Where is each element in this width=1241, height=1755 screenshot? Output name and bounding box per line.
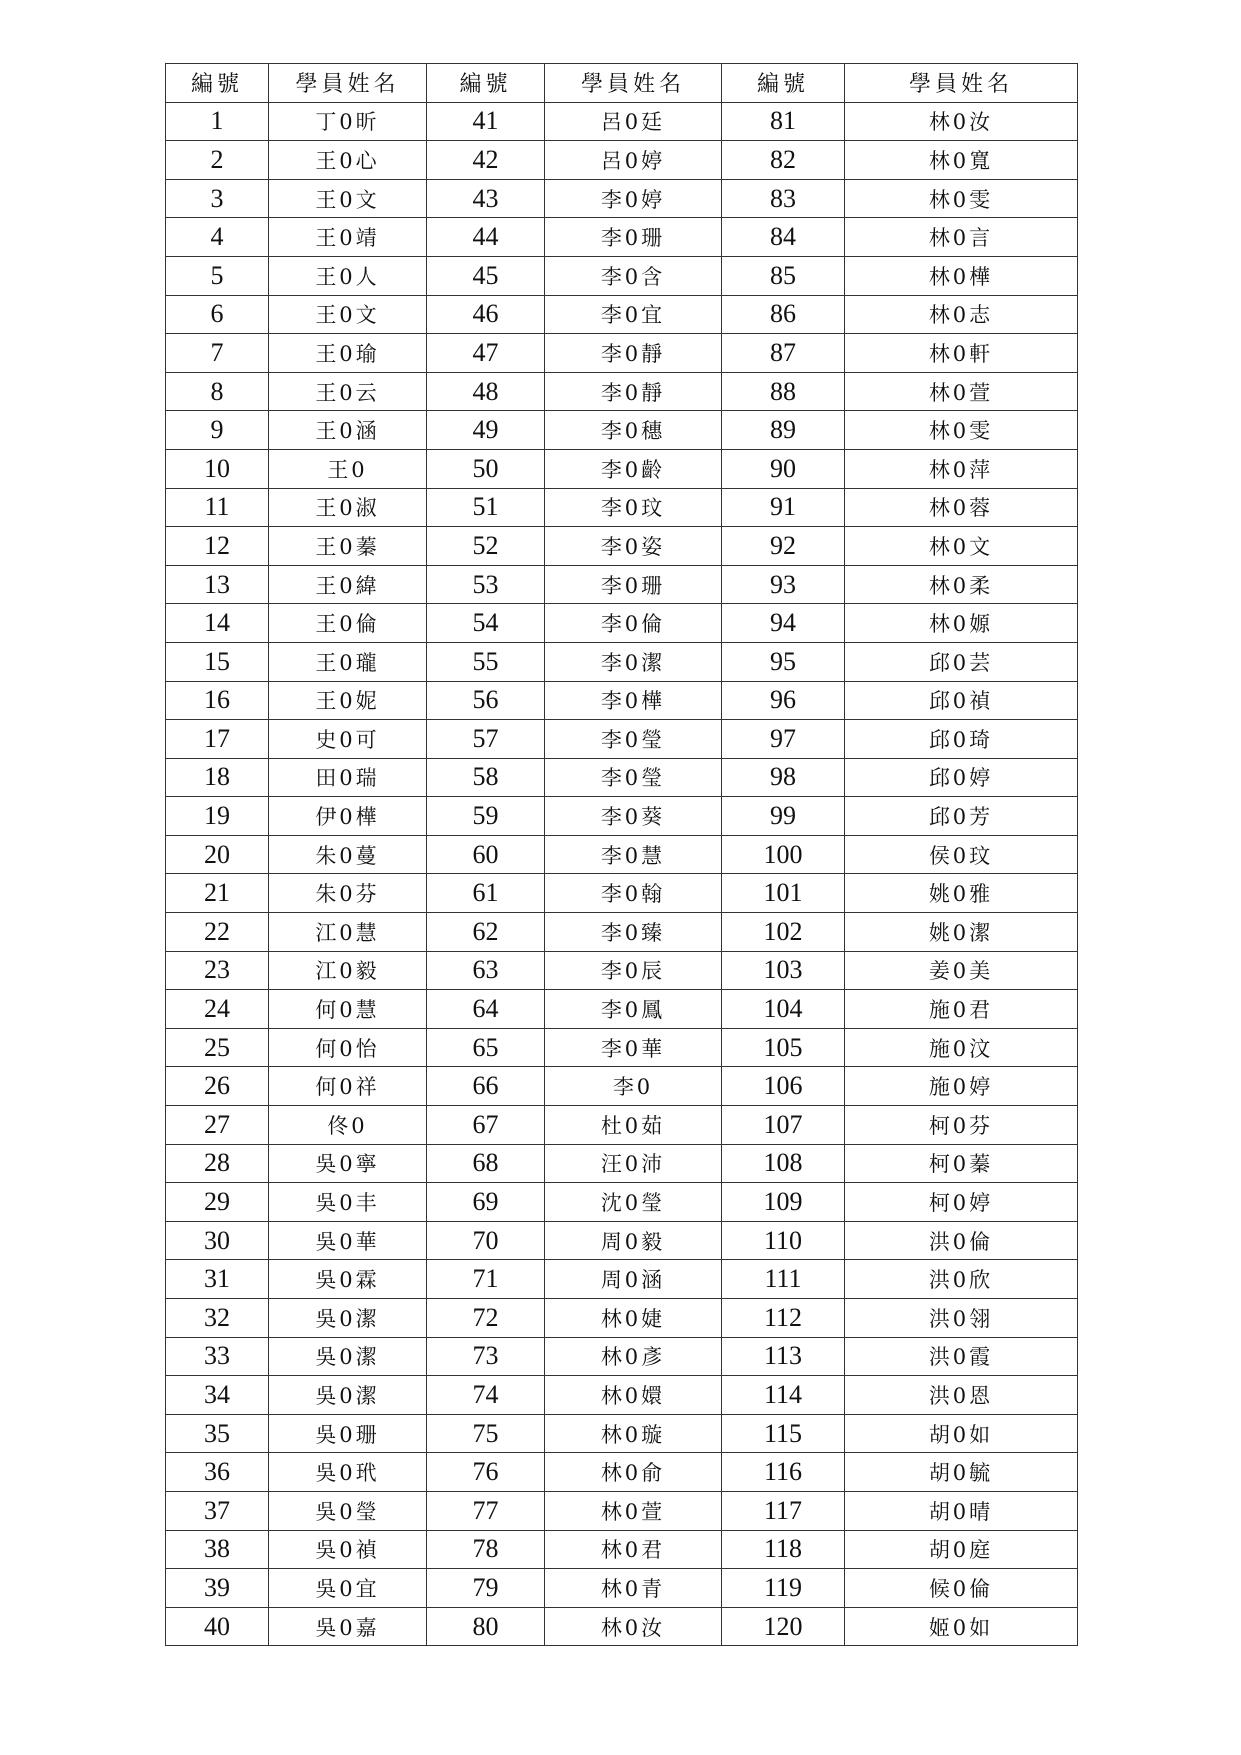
student-name-cell: 施0汶 [845, 1028, 1078, 1067]
student-name-cell: 王0靖 [269, 218, 427, 257]
student-number-cell: 2 [166, 141, 269, 180]
table-row [166, 797, 1078, 836]
table-row [166, 604, 1078, 643]
student-number-cell: 79 [427, 1569, 545, 1608]
student-name-cell: 洪0欣 [845, 1260, 1078, 1299]
student-number-cell: 106 [722, 1067, 845, 1106]
table-row [166, 1299, 1078, 1338]
student-name-cell: 施0君 [845, 990, 1078, 1029]
student-number-cell: 65 [427, 1028, 545, 1067]
student-name-cell: 林0君 [545, 1530, 722, 1569]
table-row [166, 179, 1078, 218]
student-number-cell: 26 [166, 1067, 269, 1106]
student-name-cell: 呂0婷 [545, 141, 722, 180]
student-number-cell: 44 [427, 218, 545, 257]
table-row [166, 411, 1078, 450]
student-name-cell: 王0淑 [269, 488, 427, 527]
student-number-cell: 4 [166, 218, 269, 257]
student-name-cell: 李0 [545, 1067, 722, 1106]
student-number-cell: 108 [722, 1144, 845, 1183]
student-name-cell: 施0婷 [845, 1067, 1078, 1106]
table-row [166, 835, 1078, 874]
student-name-cell: 王0文 [269, 179, 427, 218]
student-number-cell: 24 [166, 990, 269, 1029]
table-row [166, 1144, 1078, 1183]
table-row [166, 1028, 1078, 1067]
student-number-cell: 1 [166, 102, 269, 141]
student-number-cell: 36 [166, 1453, 269, 1492]
student-name-cell: 吳0宜 [269, 1569, 427, 1608]
student-name-cell: 林0雯 [845, 179, 1078, 218]
student-name-cell: 林0萱 [845, 372, 1078, 411]
table-row [166, 1260, 1078, 1299]
table-row [166, 913, 1078, 952]
student-number-cell: 110 [722, 1221, 845, 1260]
student-name-cell: 李0華 [545, 1028, 722, 1067]
table-row [166, 1376, 1078, 1415]
student-number-cell: 27 [166, 1106, 269, 1145]
student-name-cell: 呂0廷 [545, 102, 722, 141]
student-name-cell: 沈0瑩 [545, 1183, 722, 1222]
student-name-cell: 李0婷 [545, 179, 722, 218]
student-name-cell: 王0人 [269, 256, 427, 295]
student-number-cell: 53 [427, 565, 545, 604]
student-number-cell: 59 [427, 797, 545, 836]
student-name-cell: 李0瑩 [545, 758, 722, 797]
student-name-cell: 林0寬 [845, 141, 1078, 180]
student-number-cell: 51 [427, 488, 545, 527]
student-number-cell: 109 [722, 1183, 845, 1222]
student-name-cell: 李0瑩 [545, 720, 722, 759]
student-name-cell: 林0言 [845, 218, 1078, 257]
student-number-cell: 25 [166, 1028, 269, 1067]
student-name-cell: 江0慧 [269, 913, 427, 952]
student-name-cell: 李0辰 [545, 951, 722, 990]
student-number-cell: 58 [427, 758, 545, 797]
student-number-cell: 49 [427, 411, 545, 450]
student-number-cell: 89 [722, 411, 845, 450]
student-number-cell: 12 [166, 527, 269, 566]
student-number-cell: 97 [722, 720, 845, 759]
student-number-cell: 48 [427, 372, 545, 411]
student-number-cell: 74 [427, 1376, 545, 1415]
student-name-cell: 李0齡 [545, 449, 722, 488]
header-number: 編號 [722, 64, 845, 103]
student-name-cell: 侯0玟 [845, 835, 1078, 874]
student-number-cell: 80 [427, 1607, 545, 1646]
student-name-cell: 周0涵 [545, 1260, 722, 1299]
student-name-cell: 林0軒 [845, 334, 1078, 373]
student-name-cell: 杜0茹 [545, 1106, 722, 1145]
student-number-cell: 23 [166, 951, 269, 990]
student-number-cell: 101 [722, 874, 845, 913]
student-number-cell: 19 [166, 797, 269, 836]
student-name-cell: 林0志 [845, 295, 1078, 334]
student-name-cell: 李0宜 [545, 295, 722, 334]
table-row [166, 102, 1078, 141]
student-name-cell: 丁0昕 [269, 102, 427, 141]
table-row [166, 1067, 1078, 1106]
student-number-cell: 60 [427, 835, 545, 874]
student-number-cell: 41 [427, 102, 545, 141]
student-name-cell: 林0汝 [845, 102, 1078, 141]
student-name-cell: 邱0芳 [845, 797, 1078, 836]
student-number-cell: 63 [427, 951, 545, 990]
table-row [166, 449, 1078, 488]
table-row [166, 1453, 1078, 1492]
student-name-cell: 李0潔 [545, 642, 722, 681]
student-number-cell: 28 [166, 1144, 269, 1183]
student-name-cell: 李0珊 [545, 218, 722, 257]
student-number-cell: 31 [166, 1260, 269, 1299]
student-number-cell: 95 [722, 642, 845, 681]
student-number-cell: 30 [166, 1221, 269, 1260]
student-name-cell: 李0樺 [545, 681, 722, 720]
student-name-cell: 王0蓁 [269, 527, 427, 566]
student-number-cell: 77 [427, 1491, 545, 1530]
student-number-cell: 43 [427, 179, 545, 218]
student-name-cell: 吳0嘉 [269, 1607, 427, 1646]
table-row [166, 372, 1078, 411]
table-row [166, 720, 1078, 759]
student-name-cell: 王0涵 [269, 411, 427, 450]
student-number-cell: 102 [722, 913, 845, 952]
table-row [166, 1414, 1078, 1453]
student-name-cell: 候0倫 [845, 1569, 1078, 1608]
student-name-cell: 李0珊 [545, 565, 722, 604]
student-name-cell: 李0靜 [545, 334, 722, 373]
student-name-cell: 史0可 [269, 720, 427, 759]
student-number-cell: 22 [166, 913, 269, 952]
table-row [166, 141, 1078, 180]
student-name-cell: 吳0寧 [269, 1144, 427, 1183]
student-number-cell: 105 [722, 1028, 845, 1067]
student-number-cell: 75 [427, 1414, 545, 1453]
student-number-cell: 72 [427, 1299, 545, 1338]
student-number-cell: 54 [427, 604, 545, 643]
student-name-cell: 胡0晴 [845, 1491, 1078, 1530]
student-number-cell: 71 [427, 1260, 545, 1299]
student-name-cell: 吳0珊 [269, 1414, 427, 1453]
student-number-cell: 119 [722, 1569, 845, 1608]
student-name-cell: 朱0芬 [269, 874, 427, 913]
student-number-cell: 64 [427, 990, 545, 1029]
student-name-cell: 吳0潔 [269, 1299, 427, 1338]
student-number-cell: 90 [722, 449, 845, 488]
student-number-cell: 114 [722, 1376, 845, 1415]
table-row [166, 681, 1078, 720]
student-name-cell: 柯0婷 [845, 1183, 1078, 1222]
student-number-cell: 62 [427, 913, 545, 952]
student-name-cell: 林0汝 [545, 1607, 722, 1646]
student-number-cell: 96 [722, 681, 845, 720]
student-name-cell: 洪0翎 [845, 1299, 1078, 1338]
student-name-cell: 李0靜 [545, 372, 722, 411]
student-name-cell: 邱0禎 [845, 681, 1078, 720]
student-name-cell: 吳0丰 [269, 1183, 427, 1222]
student-number-cell: 39 [166, 1569, 269, 1608]
student-name-cell: 王0文 [269, 295, 427, 334]
student-name-cell: 周0毅 [545, 1221, 722, 1260]
student-number-cell: 104 [722, 990, 845, 1029]
student-name-cell: 朱0蔓 [269, 835, 427, 874]
student-name-cell: 洪0倫 [845, 1221, 1078, 1260]
student-number-cell: 33 [166, 1337, 269, 1376]
table-row [166, 1337, 1078, 1376]
student-name-cell: 何0祥 [269, 1067, 427, 1106]
student-name-cell: 王0 [269, 449, 427, 488]
student-name-cell: 姚0潔 [845, 913, 1078, 952]
student-number-cell: 8 [166, 372, 269, 411]
student-number-cell: 15 [166, 642, 269, 681]
student-name-cell: 王0瓏 [269, 642, 427, 681]
student-name-cell: 王0緯 [269, 565, 427, 604]
table-row [166, 256, 1078, 295]
student-name-cell: 吳0霖 [269, 1260, 427, 1299]
table-row [166, 488, 1078, 527]
student-number-cell: 66 [427, 1067, 545, 1106]
student-number-cell: 17 [166, 720, 269, 759]
student-number-cell: 94 [722, 604, 845, 643]
student-number-cell: 82 [722, 141, 845, 180]
student-number-cell: 18 [166, 758, 269, 797]
student-number-cell: 73 [427, 1337, 545, 1376]
table-row [166, 1183, 1078, 1222]
student-name-cell: 林0青 [545, 1569, 722, 1608]
header-row [166, 64, 1078, 103]
header-number: 編號 [427, 64, 545, 103]
student-number-cell: 16 [166, 681, 269, 720]
student-name-cell: 吳0禎 [269, 1530, 427, 1569]
student-name-cell: 李0臻 [545, 913, 722, 952]
header-student-name: 學員姓名 [845, 64, 1078, 103]
student-number-cell: 78 [427, 1530, 545, 1569]
student-name-cell: 胡0如 [845, 1414, 1078, 1453]
student-number-cell: 35 [166, 1414, 269, 1453]
student-name-cell: 江0毅 [269, 951, 427, 990]
student-name-cell: 李0鳳 [545, 990, 722, 1029]
student-number-cell: 56 [427, 681, 545, 720]
student-number-cell: 20 [166, 835, 269, 874]
student-name-cell: 洪0恩 [845, 1376, 1078, 1415]
table-row [166, 527, 1078, 566]
student-number-cell: 117 [722, 1491, 845, 1530]
student-number-cell: 46 [427, 295, 545, 334]
student-name-cell: 佟0 [269, 1106, 427, 1145]
student-number-cell: 87 [722, 334, 845, 373]
student-number-cell: 42 [427, 141, 545, 180]
table-row [166, 1607, 1078, 1646]
student-number-cell: 111 [722, 1260, 845, 1299]
student-name-cell: 王0妮 [269, 681, 427, 720]
student-name-cell: 吳0瑩 [269, 1491, 427, 1530]
student-number-cell: 38 [166, 1530, 269, 1569]
student-name-cell: 姜0美 [845, 951, 1078, 990]
student-name-cell: 林0蓉 [845, 488, 1078, 527]
student-number-cell: 14 [166, 604, 269, 643]
table-row [166, 642, 1078, 681]
student-name-cell: 邱0琦 [845, 720, 1078, 759]
student-name-cell: 洪0霞 [845, 1337, 1078, 1376]
student-number-cell: 57 [427, 720, 545, 759]
student-number-cell: 91 [722, 488, 845, 527]
student-name-cell: 王0心 [269, 141, 427, 180]
table-row [166, 1530, 1078, 1569]
student-number-cell: 69 [427, 1183, 545, 1222]
student-number-cell: 40 [166, 1607, 269, 1646]
student-number-cell: 5 [166, 256, 269, 295]
student-number-cell: 113 [722, 1337, 845, 1376]
student-number-cell: 55 [427, 642, 545, 681]
student-number-cell: 21 [166, 874, 269, 913]
student-number-cell: 13 [166, 565, 269, 604]
student-name-cell: 林0婕 [545, 1299, 722, 1338]
student-number-cell: 52 [427, 527, 545, 566]
table-row [166, 218, 1078, 257]
student-name-cell: 林0彥 [545, 1337, 722, 1376]
table-row [166, 1221, 1078, 1260]
student-number-cell: 37 [166, 1491, 269, 1530]
student-number-cell: 9 [166, 411, 269, 450]
student-name-cell: 李0慧 [545, 835, 722, 874]
student-number-cell: 29 [166, 1183, 269, 1222]
student-number-cell: 3 [166, 179, 269, 218]
student-name-cell: 何0慧 [269, 990, 427, 1029]
table-row [166, 1491, 1078, 1530]
student-number-cell: 67 [427, 1106, 545, 1145]
student-number-cell: 11 [166, 488, 269, 527]
student-number-cell: 10 [166, 449, 269, 488]
student-name-cell: 柯0芬 [845, 1106, 1078, 1145]
table-row [166, 990, 1078, 1029]
student-number-cell: 118 [722, 1530, 845, 1569]
student-name-cell: 林0萱 [545, 1491, 722, 1530]
student-number-cell: 50 [427, 449, 545, 488]
student-name-cell: 田0瑞 [269, 758, 427, 797]
table-row [166, 874, 1078, 913]
student-name-cell: 李0葵 [545, 797, 722, 836]
student-name-cell: 姚0雅 [845, 874, 1078, 913]
student-number-cell: 7 [166, 334, 269, 373]
student-number-cell: 93 [722, 565, 845, 604]
student-number-cell: 85 [722, 256, 845, 295]
table-row [166, 334, 1078, 373]
student-name-cell: 李0倫 [545, 604, 722, 643]
student-name-cell: 胡0毓 [845, 1453, 1078, 1492]
student-number-cell: 81 [722, 102, 845, 141]
student-number-cell: 88 [722, 372, 845, 411]
roster-body [166, 102, 1078, 1646]
student-number-cell: 70 [427, 1221, 545, 1260]
student-name-cell: 吳0玳 [269, 1453, 427, 1492]
student-name-cell: 林0萍 [845, 449, 1078, 488]
student-number-cell: 84 [722, 218, 845, 257]
student-number-cell: 68 [427, 1144, 545, 1183]
student-name-cell: 王0瑜 [269, 334, 427, 373]
table-row [166, 565, 1078, 604]
student-name-cell: 林0柔 [845, 565, 1078, 604]
header-number: 編號 [166, 64, 269, 103]
student-name-cell: 王0倫 [269, 604, 427, 643]
student-name-cell: 林0雯 [845, 411, 1078, 450]
student-number-cell: 45 [427, 256, 545, 295]
student-number-cell: 115 [722, 1414, 845, 1453]
student-name-cell: 李0玟 [545, 488, 722, 527]
student-number-cell: 34 [166, 1376, 269, 1415]
table-row [166, 1106, 1078, 1145]
student-name-cell: 伊0樺 [269, 797, 427, 836]
student-number-cell: 98 [722, 758, 845, 797]
student-number-cell: 99 [722, 797, 845, 836]
student-name-cell: 邱0芸 [845, 642, 1078, 681]
student-number-cell: 92 [722, 527, 845, 566]
table-row [166, 758, 1078, 797]
student-name-cell: 胡0庭 [845, 1530, 1078, 1569]
student-number-cell: 120 [722, 1607, 845, 1646]
student-number-cell: 116 [722, 1453, 845, 1492]
student-name-cell: 李0翰 [545, 874, 722, 913]
student-number-cell: 61 [427, 874, 545, 913]
student-name-cell: 吳0華 [269, 1221, 427, 1260]
student-name-cell: 王0云 [269, 372, 427, 411]
student-name-cell: 汪0沛 [545, 1144, 722, 1183]
student-name-cell: 林0璇 [545, 1414, 722, 1453]
student-number-cell: 107 [722, 1106, 845, 1145]
student-number-cell: 6 [166, 295, 269, 334]
student-name-cell: 吳0潔 [269, 1376, 427, 1415]
table-row [166, 1569, 1078, 1608]
header-student-name: 學員姓名 [545, 64, 722, 103]
student-roster-table [165, 63, 1078, 1646]
student-name-cell: 柯0蓁 [845, 1144, 1078, 1183]
student-name-cell: 林0樺 [845, 256, 1078, 295]
student-number-cell: 103 [722, 951, 845, 990]
student-number-cell: 83 [722, 179, 845, 218]
student-number-cell: 86 [722, 295, 845, 334]
student-name-cell: 李0姿 [545, 527, 722, 566]
student-number-cell: 112 [722, 1299, 845, 1338]
student-name-cell: 何0怡 [269, 1028, 427, 1067]
student-name-cell: 林0嫄 [845, 604, 1078, 643]
student-name-cell: 林0俞 [545, 1453, 722, 1492]
student-name-cell: 林0文 [845, 527, 1078, 566]
student-name-cell: 吳0潔 [269, 1337, 427, 1376]
student-number-cell: 76 [427, 1453, 545, 1492]
student-number-cell: 100 [722, 835, 845, 874]
student-name-cell: 李0穗 [545, 411, 722, 450]
student-name-cell: 邱0婷 [845, 758, 1078, 797]
student-number-cell: 32 [166, 1299, 269, 1338]
header-student-name: 學員姓名 [269, 64, 427, 103]
student-number-cell: 47 [427, 334, 545, 373]
table-row [166, 295, 1078, 334]
student-name-cell: 李0含 [545, 256, 722, 295]
table-row [166, 951, 1078, 990]
student-name-cell: 姬0如 [845, 1607, 1078, 1646]
student-name-cell: 林0嬛 [545, 1376, 722, 1415]
